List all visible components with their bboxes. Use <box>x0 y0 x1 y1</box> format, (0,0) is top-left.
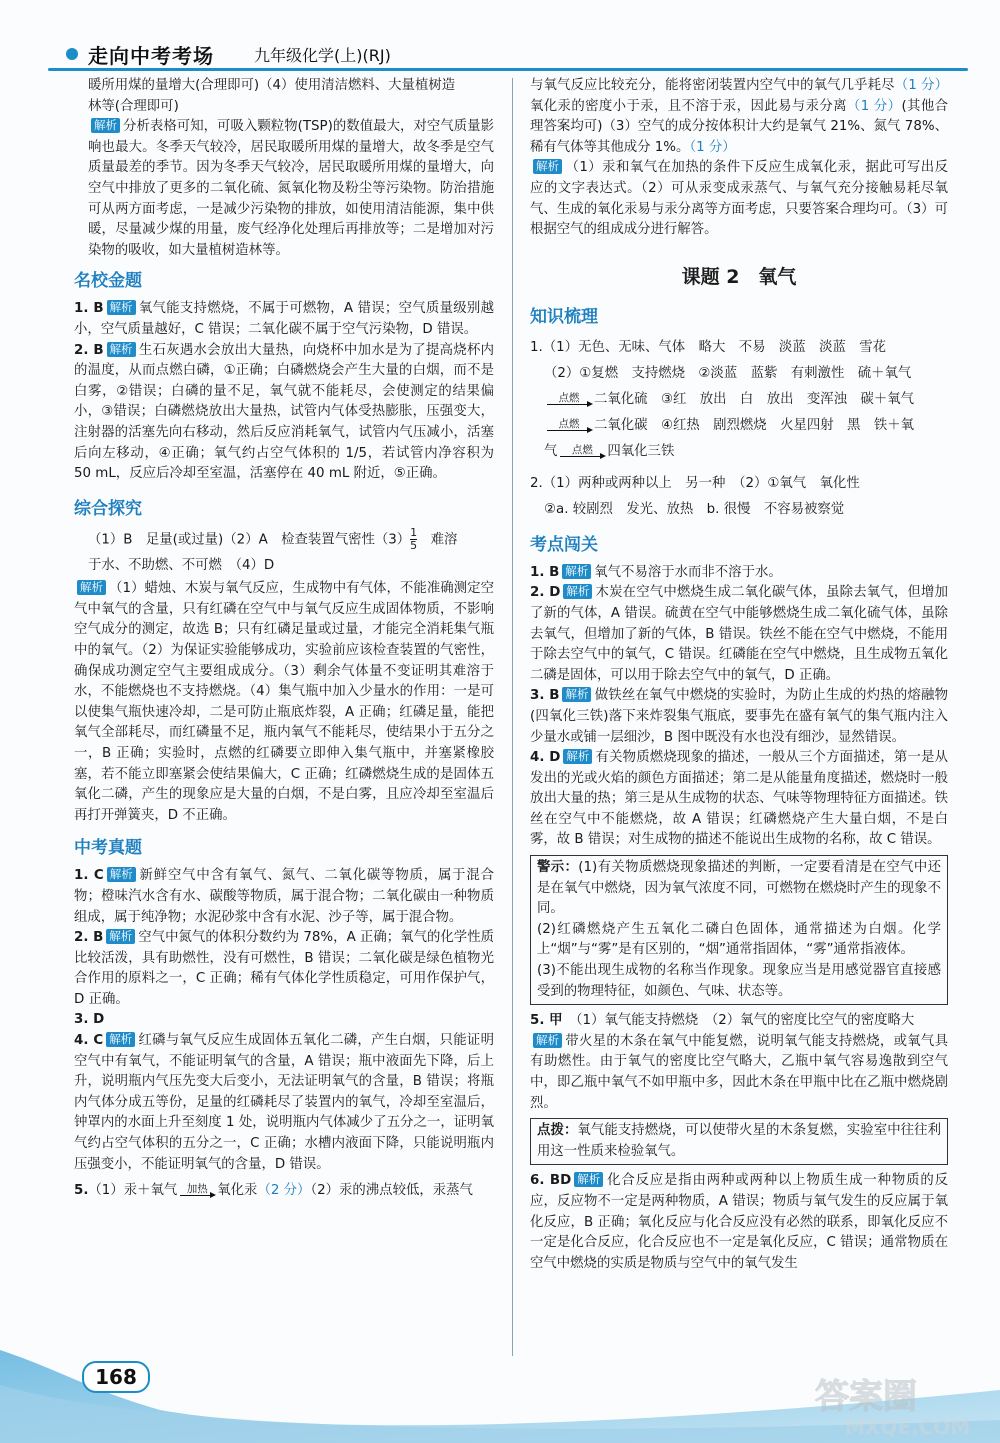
answer-text: 二氧化碳 ④红热 剧烈燃烧 火星四射 黑 铁＋氧 <box>594 417 914 433</box>
answer-zk4 <box>74 1031 494 1175</box>
zonghe-explanation <box>74 579 494 826</box>
knowledge-line <box>530 439 948 465</box>
answer-zk5 <box>74 1181 494 1202</box>
jiexi-tag: 解析 <box>574 1172 603 1187</box>
answer-kd3 <box>530 686 948 748</box>
knowledge-line: 1.（1）无色、无味、气体 略大 不易 淡蓝 淡蓝 雪花 <box>530 339 887 355</box>
tip-box <box>530 1118 948 1165</box>
jiexi-tag: 解析 <box>91 118 120 133</box>
answer-text: 二氧化硫 ③红 放出 白 放出 变浑浊 碳＋氧气 <box>594 391 914 407</box>
answer-text: 与氧气反应比较充分，能将密闭装置内空气中的氧气几乎耗尽 <box>530 78 895 93</box>
watermark-url: MXQE.COM <box>845 1415 971 1439</box>
answer-text: 氧气能支持燃烧，不属于可燃物，A 错误；空气质量级别越小，空气质量越好，C 错误；二氧化碳不属于空气污染物，D 错误。 <box>74 301 494 337</box>
tip-text: 氧气能支持燃烧，可以使带火星的木条复燃，实验室中往往利用这一性质来检验氧气。 <box>537 1123 942 1159</box>
answer-text: 四氧化三铁 <box>607 443 675 459</box>
answer-zonghe <box>74 527 494 580</box>
jiexi-tag: 解析 <box>77 580 106 595</box>
jiexi-tag: 解析 <box>533 159 562 174</box>
knowledge-line <box>530 413 948 439</box>
answer-number: 3. B <box>530 688 560 704</box>
warning-item: (1)有关物质燃烧现象描述的判断，一定要看清是在空气中还是在氧气中燃烧，因为氧气浓度不同，可燃物在燃烧时产生的现象不同。 <box>537 860 942 917</box>
knowledge-line <box>530 387 948 413</box>
answer-text: 做铁丝在氧气中燃烧的实验时，为防止生成的灼热的熔融物(四氧化三铁)落下来炸裂集气瓶底，要事先在盛有氧气的集气瓶内注入少量水或铺一层细沙，B 图中既没有水也没有细沙，显然错误。 <box>530 688 948 745</box>
jiexi-tag: 解析 <box>563 584 592 599</box>
watermark-logo-icon <box>805 1370 995 1440</box>
answer-number: 5. 甲 <box>530 1013 563 1029</box>
answer-text: 带火星的木条在氧气中能复燃，说明氧气能支持燃烧，或氧气具有助燃性。由于氧气的密度比空气略大，乙瓶中氧气容易逸散到空气中，即乙瓶中氧气不如甲瓶中多，因此木条在甲瓶中比在乙瓶中燃烧剧烈。 <box>530 1033 948 1111</box>
answer-number: 4. D <box>530 750 561 766</box>
answer-text: 化合反应是指由两种或两种以上物质生成一种物质的反应，反应物不一定是两种物质，A 错误；物质与氧气发生的反应属于氧化反应，B 正确；氧化反应与化合反应没有必然的联系，即氧化反应不一定是化合反应，化合反应也不一定是氧化反应，C 错误；通常物质在空气中燃烧的实质是物质与空气中的氧气发生 <box>530 1173 949 1271</box>
answer-number: 2. B <box>74 930 104 946</box>
column-divider <box>512 78 513 1356</box>
reaction-condition: 点燃 <box>571 443 593 456</box>
answer-text: 氧化汞的密度小于汞，且不溶于汞，因此易与汞分离 <box>530 98 847 114</box>
intro-line-2: 林等(合理即可) <box>88 98 179 114</box>
reaction-condition: 加热 <box>186 1183 208 1196</box>
section-heading-kaodian: 考点闯关 <box>530 534 598 555</box>
answer-number: 1. B <box>74 301 104 317</box>
answer-text: （1）汞＋氧气 <box>88 1183 178 1199</box>
answer-zk3 <box>74 1010 494 1031</box>
knowledge-list <box>530 335 948 523</box>
answer-text: 空气中氮气的体积分数约为 78%，A 正确；氧气的化学性质比较活泼，具有助燃性，没有可燃性，B 错误；二氧化碳是绿色植物光合作用的原料之一，C 正确；稀有气体化学性质稳定，可用作保护气，D 正确。 <box>74 930 495 1007</box>
answer-text: 生石灰遇水会放出大量热，向烧杯中加水是为了提高烧杯内的温度，从而点燃白磷，①正确；白磷燃烧会产生大量的白烟，而不是白雾，②错误；白磷的量不足，氧气就不能耗尽，会使测定的结果偏小，③错误；白磷燃烧放出大量热，试管内气体受热膨胀，压强变大，注射器的活塞先向右移动，然后反应消耗氧气，试管内气压减小，活塞后向左移动，④正确；氧气约占空气体积的 1/5，若试管内净容积为 50 mL，反应后冷却至室温，活塞停在 40 mL 附近，⑤正确。 <box>74 342 494 482</box>
jiexi-tag: 解析 <box>107 867 136 882</box>
intro-line-1: 暖所用煤的量增大(合理即可)（4）使用清洁燃料、大量植树造 <box>88 78 456 93</box>
intro-answer <box>74 76 494 117</box>
warning-item: (3)不能出现生成物的名称当作现象。现象应当是用感觉器官直接感受到的物理特征，如颜色、气味、状态等。 <box>537 963 941 999</box>
answer-number: 2. D <box>530 585 561 601</box>
warning-item: (2)红磷燃烧产生五氧化二磷白色固体，通常描述为白烟。化学上“烟”与“雾”是有区别的，“烟”通常指固体，“雾”通常指液体。 <box>537 921 941 958</box>
warning-box <box>530 855 948 1005</box>
header-rule <box>48 68 968 71</box>
reaction-condition: 点燃 <box>558 417 580 430</box>
answer-text: （2）汞的沸点较低，汞蒸气 <box>310 1183 473 1199</box>
warning-label: 警示： <box>537 860 579 876</box>
knowledge-line: （2）①复燃 支持燃烧 ②淡蓝 蓝紫 有刺激性 硫＋氧气 <box>544 365 912 381</box>
fraction-denominator: 5 <box>410 538 418 552</box>
watermark-cn: 答案圈 <box>815 1377 917 1417</box>
intro-explanation <box>74 117 494 261</box>
answer-number: 2. B <box>74 342 104 358</box>
answer-mx2 <box>74 341 494 485</box>
book-subtitle: 九年级化学(上)(RJ) <box>254 46 391 65</box>
section-heading-zhongkao: 中考真题 <box>74 838 142 859</box>
answer-number: 5. <box>74 1183 89 1199</box>
answer-kd2 <box>530 583 948 686</box>
reaction-arrow <box>180 1184 214 1196</box>
answer-text: 红磷与氧气反应生成固体五氧化二磷，产生白烟，只能证明空气中有氧气，不能证明氧气的含量，A 错误；瓶中液面先下降，后上升，说明瓶内气压先变大后变小，无法证明氧气的含量，B 错误；将瓶内气体分成五等份，足量的红磷耗尽了装置内的氧气，冷却至室温后，钟罩内的水面上升至刻度 1 处，说明瓶内气体减少了五分之一，证明氧气约占空气体积的五分之一，C 正确；水槽内液面下降，只能说明瓶内压强变小，不能证明氧气的含量，D 错误。 <box>74 1033 494 1172</box>
bullet-dot-icon <box>66 48 78 60</box>
answer-zk2 <box>74 928 494 1010</box>
page-number: 168 <box>82 1361 150 1393</box>
knowledge-line: ②a. 较剧烈 发光、放热 b. 很慢 不容易被察觉 <box>544 501 845 517</box>
reaction-arrow <box>560 445 604 457</box>
answer-text: 于水、不助燃、不可燃 （4）D <box>88 558 275 574</box>
answer-text: （1）氧气能支持燃烧 （2）氧气的密度比空气的密度略大 <box>575 1013 915 1029</box>
answer-text: 有关物质燃烧现象的描述，一般从三个方面描述，第一是从发出的光或火焰的颜色方面描述；第二是从能量角度描述，燃烧时一般放出大量的热；第三是从生成物的状态、气味等物理特征方面描述。铁丝在空气中不能燃烧，故 A 错误；红磷燃烧产生大量白烟，不是白雾，故 B 错误；对生成物的描述不能说出生成物的名称，故 C 错误。 <box>530 750 948 848</box>
left-column <box>74 76 494 1202</box>
series-brand: 走向中考考场 <box>88 44 214 68</box>
fraction-one-fifth <box>410 527 417 552</box>
jiexi-tag: 解析 <box>562 564 591 579</box>
answer-zk1 <box>74 866 494 928</box>
answer-text: 木炭在空气中燃烧生成二氧化碳气体，虽除去氧气，但增加了新的气体，A 错误。硫黄在空气中能够燃烧生成二氧化硫气体，虽除去氧气，但增加了新的气体，B 错误。铁丝不能在空气中燃烧，不能用于除去空气中的氧气，C 错误。红磷能在空气中燃烧，且生成物五氧化二磷是固体，可以用于除去空气中的氧气，D 正确。 <box>530 585 948 683</box>
answer-text: （1）B 足量(或过量)（2）A 检查装置气密性（3） <box>88 532 411 548</box>
jiexi-tag: 解析 <box>107 300 136 315</box>
kd5-explanation <box>530 1032 948 1114</box>
running-header <box>38 38 978 72</box>
answer-kd5 <box>530 1011 948 1032</box>
answer-number: 1. B <box>530 564 560 580</box>
score: （1 分） <box>894 78 949 93</box>
jiexi-tag: 解析 <box>533 1033 562 1048</box>
right-column <box>530 76 948 1274</box>
answer-text: 难溶 <box>430 532 458 548</box>
section-heading-mingxiao: 名校金题 <box>74 271 142 292</box>
jiexi-tag: 解析 <box>106 929 135 944</box>
jiexi-tag: 解析 <box>563 749 592 764</box>
answer-mx1 <box>74 299 494 340</box>
reaction-arrow <box>547 393 591 405</box>
reaction-arrow <box>547 419 591 431</box>
answer-kd6 <box>530 1171 948 1274</box>
fraction-numerator: 1 <box>410 525 418 539</box>
answer-number: 4. C <box>74 1033 104 1049</box>
answer-text: (其他合理答案均可)（3）空气的成分按体积计大约是氧气 21%、氮气 78%、稀有气体等其他成分 1%。 <box>530 98 948 155</box>
answer-kd4 <box>530 748 948 851</box>
answer-text: （1）汞和氧气在加热的条件下反应生成氧化汞，据此可写出反应的文字表达式。（2）可从汞变成汞蒸气、与氧气充分接触易耗尽氧气、生成的氧化汞易与汞分离等方面考虑，只要答案合理均可。（3）可根据空气的组成成分进行解答。 <box>530 160 948 238</box>
answer-kd1 <box>530 563 948 584</box>
score: （2 分） <box>257 1183 311 1199</box>
tip-label: 点拨： <box>537 1123 578 1139</box>
reaction-condition: 点燃 <box>558 391 580 404</box>
answer-number: 3. D <box>74 1012 105 1028</box>
section-heading-zonghe: 综合探究 <box>74 498 142 519</box>
section-heading-zhishi: 知识梳理 <box>530 306 598 327</box>
score: （1 分） <box>689 139 736 155</box>
topic-title: 课题 2 氧气 <box>681 265 797 288</box>
jiexi-tag: 解析 <box>106 1032 135 1047</box>
answer-text: 新鲜空气中含有氧气、氮气、二氧化碳等物质，属于混合物；橙味汽水含有水、碳酸等物质，属于混合物；二氧化碳由一种物质组成，属于纯净物；水泥砂浆中含有水泥、沙子等，属于混合物。 <box>74 868 494 925</box>
score: （1 分） <box>846 98 902 114</box>
answer-text: 气 <box>544 443 558 459</box>
intro-jiexi-text: 分析表格可知，可吸入颗粒物(TSP)的数值最大，对空气质量影响也最大。冬季天气较冷，居民取暖所用煤的量增大，故冬季是空气质量最差的季节。因为冬季天气较冷，居民取暖所用煤的量增大，向空气中排放了更多的二氧化硫、氮氧化物及粉尘等污染物。防治措施可从两方面考虑，一是减少污染物的排放，如使用清洁能源，集中供暖，尽量减少煤的用量，废气经净化处理后再排放等；二是增加对污染物的吸收，如大量植树造林等。 <box>88 119 494 258</box>
jiexi-tag: 解析 <box>107 342 136 357</box>
continued-explanation <box>530 158 948 240</box>
answer-number: 6. BD <box>530 1173 572 1189</box>
answer-text: 氧化汞 <box>217 1183 258 1199</box>
answer-number: 1. C <box>74 868 104 884</box>
answer-text: （1）蜡烛、木炭与氧气反应，生成物中有气体，不能准确测定空气中氧气的含量，只有红磷在空气中与氧气反应生成固体物质，不影响空气成分的测定，故选 B；只有红磷足量或过量，才能完全消耗集气瓶中的氧气。（2）为保证实验能够成功，实验前应该检查装置的气密性，确保成功测定空气主要组成成分。（3）剩余气体量不变证明其难溶于水，不能燃烧也不支持燃烧。（4）集气瓶中加入少量水的作用：一是可以使集气瓶快速冷却，二是可防止瓶底炸裂，A 正确；红磷足量，能把氧气全部耗尽，而红磷量不足，瓶内氧气不能耗尽，使结果小于五分之一，B 正确；实验时，点燃的红磷要立即伸入集气瓶中，并塞紧橡胶塞，若不能立即塞紧会使结果偏大，C 正确；红磷燃烧生成的是固体五氧化二磷，产生的现象应是大量的白烟，不是白雾，且应冷却至室温后再打开弹簧夹，D 不正确。 <box>74 581 494 823</box>
knowledge-line: 2.（1）两种或两种以上 另一种 （2）①氧气 氧化性 <box>530 475 860 491</box>
continued-answer <box>530 76 948 158</box>
answer-text: 氧气不易溶于水而非不溶于水。 <box>594 564 782 580</box>
jiexi-tag: 解析 <box>562 687 591 702</box>
